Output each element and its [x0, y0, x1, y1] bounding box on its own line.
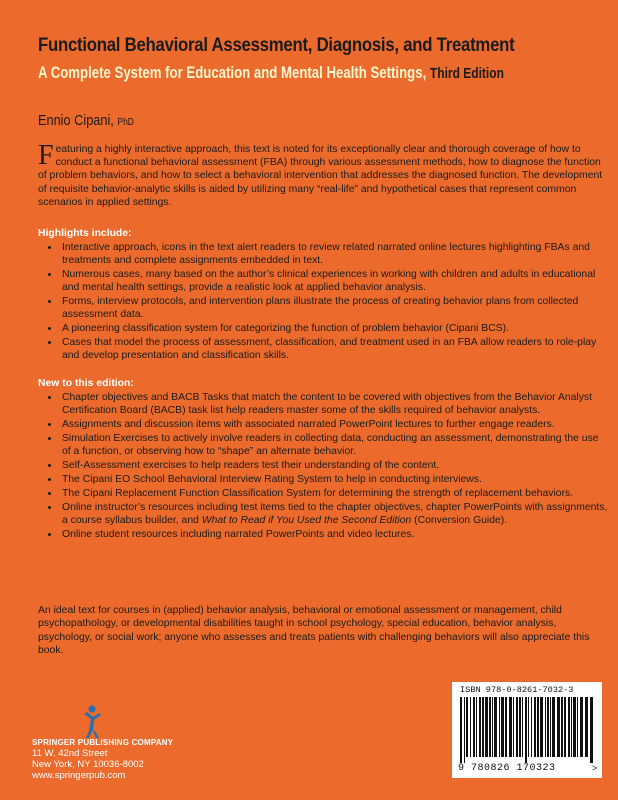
list-item: • The Cipani Replacement Function Classification System for determining the strength of replacement behaviors. [60, 487, 610, 500]
list-item: • The Cipani EO School Behavioral Interview Rating System to help in conducting interviews. [60, 473, 610, 486]
barcode-bar [476, 697, 477, 757]
highlights-list [38, 241, 610, 362]
author-name: Ennio Cipani, [38, 112, 114, 129]
barcode-arrow: > [592, 763, 598, 773]
list-item: • Chapter objectives and BACB Tasks that match the content to be covered with objectives from the Behavior Analyst Certification Board (BACB) task list help readers master some of the skills required of behavior analysts. [60, 391, 610, 417]
instructor-item-end: (Conversion Guide). [411, 515, 508, 526]
barcode-bar [509, 697, 512, 757]
new-edition-section [38, 377, 610, 542]
barcode-icon [458, 697, 596, 763]
barcode-bar [580, 697, 583, 757]
address-line: www.springerpub.com [32, 769, 126, 781]
barcode-bar [479, 697, 481, 757]
barcode-bar [571, 697, 572, 757]
author-line [38, 112, 134, 129]
highlights-section [38, 227, 610, 363]
publisher-name: SPRINGER PUBLISHING COMPANY [32, 738, 174, 747]
instructor-item-text: Online instructor’s resources including test items tied to the chapter objectives, chapter PowerPoints with assignments, a course syllabus builder, and [62, 502, 608, 526]
barcode-bar [492, 697, 493, 757]
list-item: • A pioneering classification system for categorizing the function of problem behavior (Cipani BCS). [60, 322, 610, 335]
barcode-bar [585, 697, 588, 757]
barcode-bar [485, 697, 488, 757]
barcode-bar [513, 697, 514, 757]
barcode-bar [466, 697, 468, 757]
barcode-bar [464, 697, 465, 763]
barcode-panel [452, 682, 602, 778]
barcode-bar [501, 697, 504, 757]
barcode-digits: 9 780826 170323 [458, 763, 556, 774]
intro-text: eaturing a highly interactive approach, this text is noted for its exceptionally clear and thorough coverage of how to conduct a functional behavioral assessment (FBA) through various assessment methods, how to diagnose the function of problem behaviors, and how to select a behavioral intervention that addresses the diagnosed function. The development of requisite behavior-analytic skills is aided by utilizing many “real-life” and hypothetical cases that represent common scenarios in applied settings. [38, 144, 603, 208]
barcode-bar [577, 697, 578, 757]
list-item: • Interactive approach, icons in the text alert readers to review related narrated online lectures highlighting FBAs and treatments and complete assignments embedded in text. [60, 241, 610, 267]
publisher-address [32, 749, 144, 781]
list-item: • Online student resources including narrated PowerPoints and video lectures. [60, 528, 610, 541]
barcode-bar [522, 697, 523, 757]
barcode-bar [505, 697, 507, 757]
list-item: • Forms, interview protocols, and intervention plans illustrate the process of creating behavior plans from collected assessment data. [60, 295, 610, 321]
list-item [60, 501, 610, 527]
barcode-bar [540, 697, 543, 757]
instructor-item-italic: What to Read if You Used the Second Edition [201, 515, 412, 526]
barcode-bar [552, 697, 555, 757]
barcode-bar [482, 697, 484, 757]
springer-logo-icon [80, 704, 104, 740]
barcode-bar [590, 697, 593, 763]
highlights-heading: Highlights include: [38, 228, 132, 239]
barcode-bar [534, 697, 536, 757]
new-edition-heading: New to this edition: [38, 378, 134, 389]
address-line: 11 W. 42nd Street [32, 748, 108, 759]
intro-paragraph [38, 140, 610, 209]
book-subtitle [38, 64, 550, 83]
subtitle-text: A Complete System for Education and Mental Health Settings, [38, 64, 427, 82]
barcode-bar [494, 697, 497, 757]
book-title: Functional Behavioral Assessment, Diagnosis, and Treatment [38, 34, 515, 56]
barcode-bar [528, 697, 529, 757]
drop-cap: F [38, 140, 54, 171]
barcode-bar [470, 697, 471, 757]
address-line: New York, NY 10036-8002 [32, 758, 144, 770]
barcode-bar [545, 697, 546, 757]
isbn-label: ISBN 978-0-8261-7032-3 [460, 685, 574, 695]
barcode-bar [550, 697, 551, 757]
barcode-bar [537, 697, 539, 757]
closing-paragraph: An ideal text for courses in (applied) behavior analysis, behavioral or emotional assessment or management, child psychopathology, or developmental disabilities taught in school psychology, special education, behavior analysis, psychology, or social work; anyone who assesses and treats patients with challenging behaviors will also appreciate this book. [38, 605, 590, 657]
barcode-bar [564, 697, 566, 757]
edition-label: Third Edition [429, 65, 504, 82]
barcode-bar [561, 697, 563, 757]
barcode-bar [519, 697, 521, 757]
list-item: • Cases that model the process of assessment, classification, and treatment used in an FBA allow readers to role-play and develop presentation and classification skills. [60, 336, 610, 362]
list-item: • Self-Assessment exercises to help readers test their understanding of the content. [60, 459, 610, 472]
new-edition-list [38, 391, 610, 541]
barcode-bar [557, 697, 560, 757]
barcode-bar [573, 697, 576, 757]
list-item: • Assignments and discussion items with associated narrated PowerPoint lectures to further engage readers. [60, 418, 610, 431]
barcode-bar [460, 697, 462, 763]
barcode-bar [473, 697, 475, 757]
barcode-bar [489, 697, 491, 757]
barcode-bar [525, 697, 527, 763]
barcode-bar [547, 697, 549, 757]
list-item: • Simulation Exercises to actively involve readers in collecting data, conducting an assessment, demonstrating the use of a function, or observing how to “shape” an alternate behavior. [60, 432, 610, 458]
barcode-bar [499, 697, 500, 757]
barcode-bar [568, 697, 570, 757]
barcode-bar [531, 697, 532, 757]
author-degree: PhD [117, 117, 134, 128]
list-item: • Numerous cases, many based on the author’s clinical experiences in working with children and adults in educational and mental health settings, provide a realistic look at applied behavior analysis. [60, 268, 610, 294]
barcode-bar [516, 697, 518, 757]
